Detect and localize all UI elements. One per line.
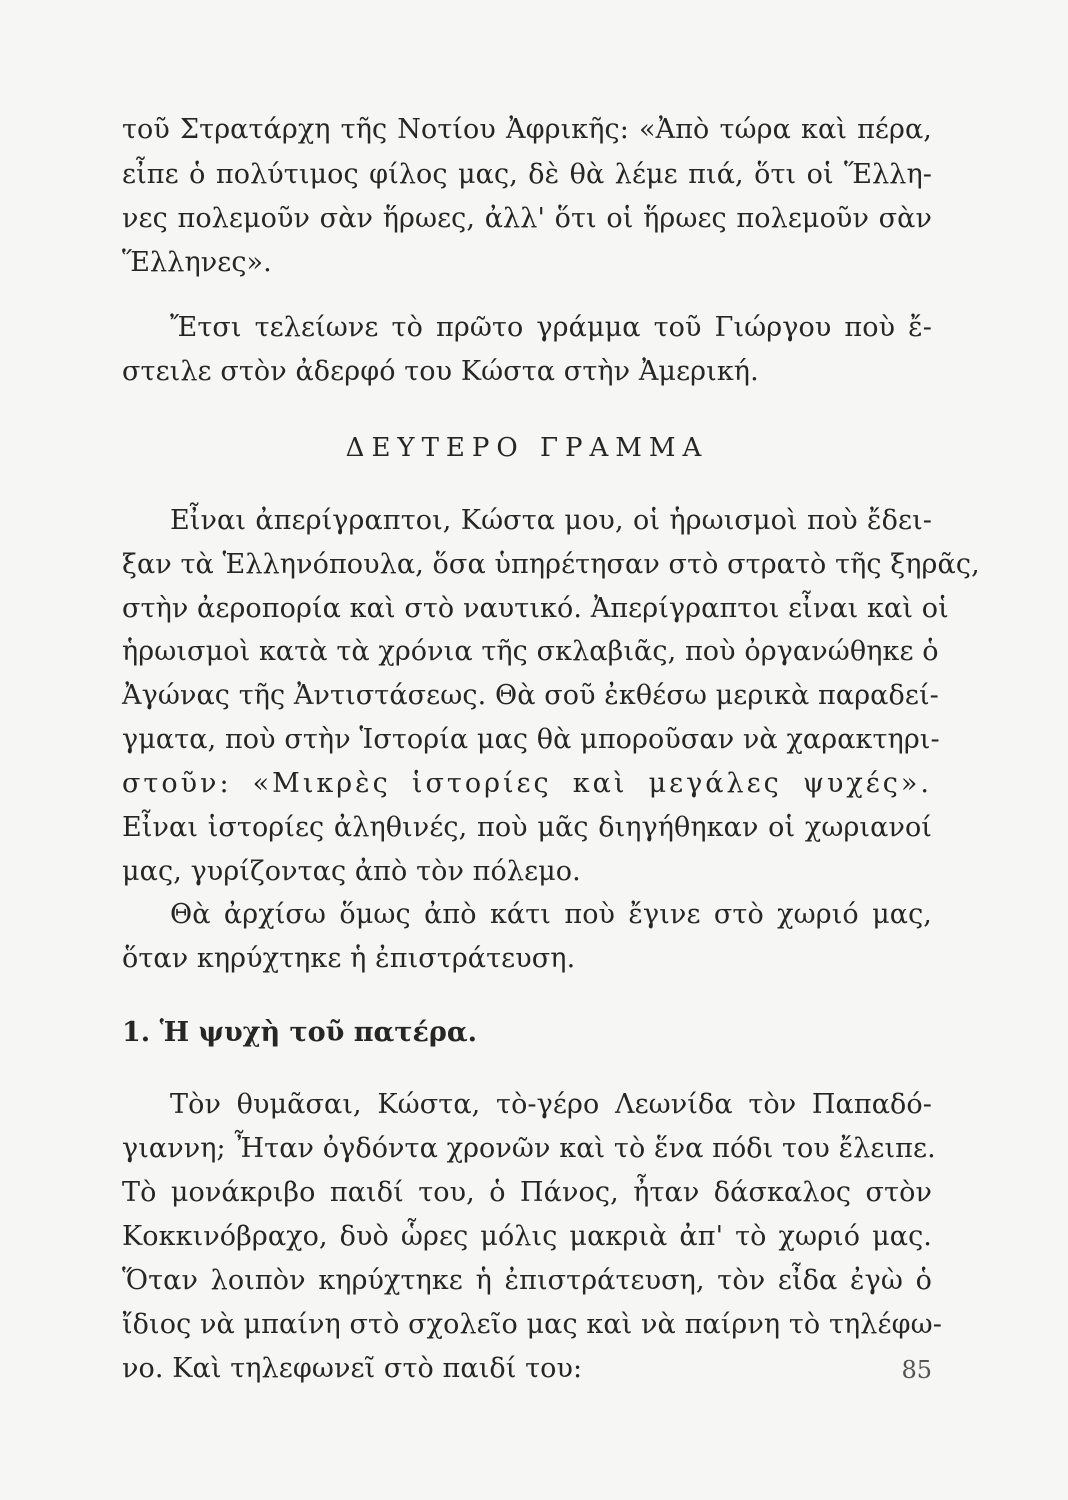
text-line: ὅταν κηρύχτηκε ἡ ἐπιστράτευση. (122, 943, 576, 974)
page-number: 85 (901, 1356, 932, 1384)
text-line: Ὅταν λοιπὸν κηρύχτηκε ἡ ἐπιστράτευση, τὸν εἶδα ἐγὼ ὁ (122, 1265, 932, 1296)
text-line: στὴν ἀεροπορία καὶ στὸ ναυτικό. Ἀπερίγραπτοι εἶναι καὶ οἱ (122, 593, 949, 624)
text-line: μας, γυρίζοντας ἀπὸ τὸν πόλεμο. (122, 856, 581, 887)
text-line: Θὰ ἀρχίσω ὅμως ἀπὸ κάτι ποὺ ἔγινε στὸ χωριό μας, (170, 899, 932, 930)
text-line: Τὸ μονάκριβο παιδί του, ὁ Πάνος, ἦταν δάσκαλος στὸν (122, 1177, 932, 1208)
text-line: γιαννη; Ἦταν ὀγδόντα χρονῶν καὶ τὸ ἕνα πόδι του ἔλειπε. (122, 1133, 936, 1164)
text-line: Τὸν θυμᾶσαι, Κώστα, τὸ-γέρο Λεωνίδα τὸν Παπαδό- (170, 1089, 932, 1120)
text-line: Ἕλληνες». (122, 247, 272, 278)
text-line: Ἔτσι τελείωνε τὸ πρῶτο γράμμα τοῦ Γιώργου ποὺ ἔ- (170, 312, 932, 343)
text-line: στοῦν: «Μικρὲς ἱστορίες καὶ μεγάλες ψυχές». (122, 768, 932, 799)
text-line: τοῦ Στρατάρχη τῆς Νοτίου Ἀφρικῆς: «Ἀπὸ τώρα καὶ πέρα, (122, 114, 932, 145)
text-line: στειλε στὸν ἀδερφό του Κώστα στὴν Ἀμερική. (122, 356, 759, 387)
text-line: Εἶναι ἱστορίες ἀληθινές, ποὺ μᾶς διηγήθηκαν οἱ χωριανοί (122, 812, 932, 843)
chapter-heading: ΔΕΥΤΕΡΟ ΓΡΑΜΜΑ (345, 433, 709, 463)
text-line: Εἶναι ἀπερίγραπτοι, Κώστα μου, οἱ ἡρωισμοὶ ποὺ ἔδει- (170, 505, 932, 536)
text-line: ἡρωισμοὶ κατὰ τὰ χρόνια τῆς σκλαβιᾶς, ποὺ ὀργανώθηκε ὁ (122, 636, 939, 667)
section-title: 1. Ἡ ψυχὴ τοῦ πατέρα. (122, 1017, 478, 1048)
text-line: ἴδιος νὰ μπαίνη στὸ σχολεῖο μας καὶ νὰ παίρνη τὸ τηλέφω- (122, 1309, 942, 1340)
text-line: εἶπε ὁ πολύτιμος φίλος μας, δὲ θὰ λέμε πιά, ὅτι οἱ Ἕλλη- (122, 159, 932, 190)
text-line: Κοκκινόβραχο, δυὸ ὧρες μόλις μακριὰ ἀπ' τὸ χωριό μας. (122, 1221, 932, 1252)
text-line: Ἀγώνας τῆς Ἀντιστάσεως. Θὰ σοῦ ἐκθέσω μερικὰ παραδεί- (122, 680, 939, 711)
text-line: νες πολεμοῦν σὰν ἥρωες, ἀλλ' ὅτι οἱ ἥρωες πολεμοῦν σὰν (122, 203, 932, 234)
text-line: γματα, ποὺ στὴν Ἱστορία μας θὰ μποροῦσαν νὰ χαρακτηρι- (122, 724, 940, 755)
text-line: ξαν τὰ Ἑλληνόπουλα, ὅσα ὑπηρέτησαν στὸ στρατὸ τῆς ξηρᾶς, (122, 549, 980, 580)
text-line: νο. Καὶ τηλεφωνεῖ στὸ παιδί του: (122, 1353, 583, 1384)
